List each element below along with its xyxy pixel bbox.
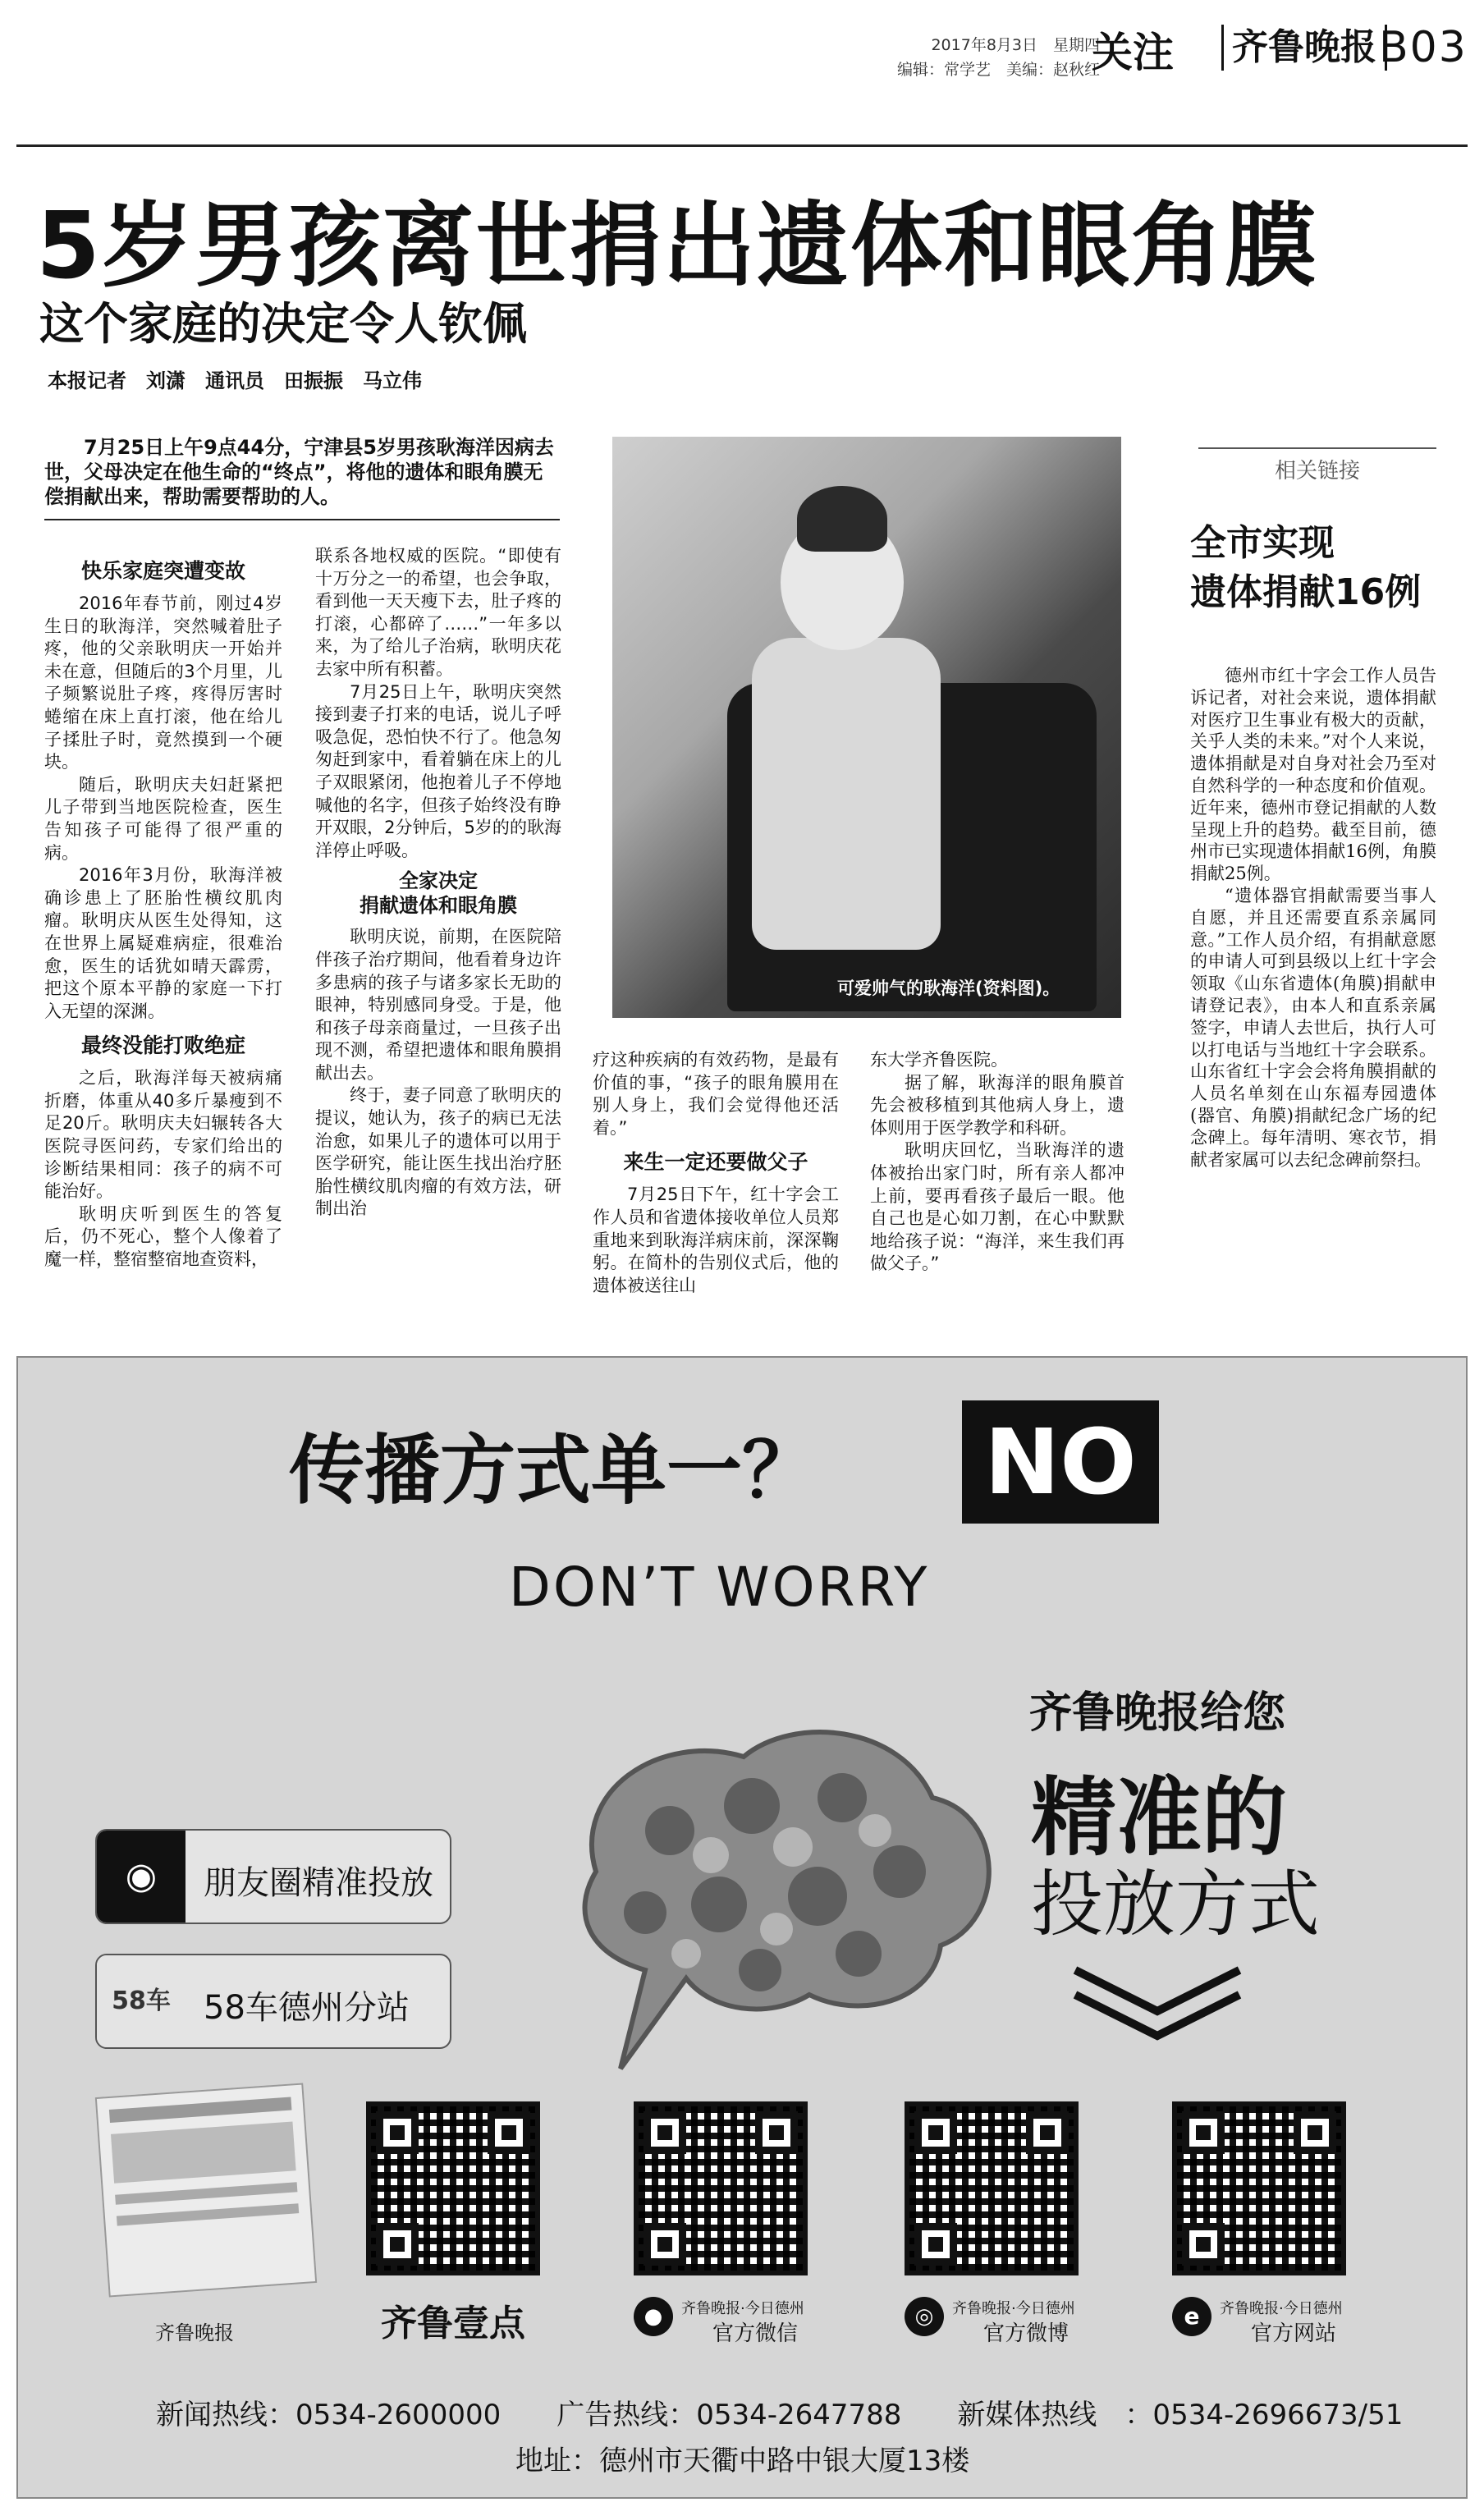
qr-finder (644, 2223, 686, 2266)
newspaper-label: 齐鲁晚报 (155, 2321, 234, 2344)
section-heading: 来生一定还要做父子 (623, 1150, 808, 1175)
ad-right-line-2: 精准的 (1031, 1767, 1288, 1868)
qr-finder (1026, 2111, 1069, 2154)
header-divider (16, 144, 1468, 147)
qr-code-website[interactable] (1172, 2101, 1346, 2275)
qr-finder (376, 2111, 419, 2154)
newspaper-line (115, 2182, 297, 2204)
sidebar-title (1190, 519, 1421, 617)
qr-finder (1182, 2111, 1225, 2154)
newspaper-block (111, 2121, 296, 2183)
boy-photo (612, 437, 1121, 1018)
qr-finder (914, 2111, 957, 2154)
article-subhead: 这个家庭的决定令人钦佩 (39, 298, 527, 350)
qr-finder (376, 2223, 419, 2266)
article-headline: 5岁男孩离世捐出遗体和眼角膜 (36, 193, 1318, 300)
ad-right-line-1: 齐鲁晚报给您 (1029, 1689, 1286, 1738)
paragraph: 终于，妻子同意了耿明庆的提议，她认为，孩子的病已无法治愈，如果儿子的遗体可以用于医学研究，能让医生找出治疗胚胎性横纹肌肉瘤的有效方法，研制出治 (315, 1085, 561, 1219)
paragraph: 耿明庆听到医生的答复后，仍不死心，整个人像着了魔一样，整宿整宿地查资料， (44, 1203, 282, 1270)
pill-label: 朋友圈精准投放 (204, 1864, 433, 1902)
paragraph: 2016年3月份，耿海洋被确诊患上了胚胎性横纹肌肉瘤。耿明庆从医生处得知，这在世界上属疑难病症，很难治愈，医生的话犹如晴天霹雳，把这个原本平静的家庭一下打入无望的深渊。 (44, 865, 282, 1021)
article-column-1 (44, 548, 282, 1272)
section-heading: 快乐家庭突遭变故 (80, 559, 245, 583)
qr-code-yidian[interactable] (366, 2101, 540, 2275)
page-number: B03 (1379, 23, 1468, 72)
sidebar-body (1190, 665, 1436, 1171)
qr-finder (1294, 2111, 1336, 2154)
qr-finder (1182, 2223, 1225, 2266)
qr-caption: 官方微信 (712, 2321, 799, 2346)
lead-divider (44, 519, 560, 520)
paragraph: 耿明庆说，前期，在医院陪伴孩子治疗期间，他看着身边许多患病的孩子与诸多家长无助的眼神，特别感同身受。于是，他和孩子母亲商量过，一旦孩子出现不测，希望把遗体和眼角膜捐献出去。 (315, 927, 561, 1083)
puzzle-cloud-graphic (547, 1707, 1006, 2085)
article-column-4 (870, 1049, 1124, 1276)
qr-finder (755, 2111, 798, 2154)
paragraph: 之后，耿海洋每天被病痛折磨，体重从40多斤暴瘦到不足20斤。耿明庆夫妇辗转各大医院寻医问药，专家们给出的诊断结果相同：孩子的病不可能治好。 (44, 1068, 282, 1202)
qr-small-caption: 齐鲁晚报·今日德州 (952, 2300, 1075, 2317)
double-chevron-down-icon (1067, 1962, 1248, 2044)
weibo-icon: ◎ (905, 2297, 944, 2336)
qr-code-wechat[interactable] (634, 2101, 808, 2275)
website-e-icon: e (1172, 2297, 1211, 2336)
article-column-2 (315, 545, 561, 1221)
58car-pill[interactable] (95, 1954, 451, 2049)
hotline-numbers: 新闻热线：0534-2600000 广告热线：0534-2647788 新媒体热线 ：0534-2696673/51 (156, 2399, 1404, 2431)
section-heading: 全家决定 捐献遗体和眼角膜 (360, 869, 517, 918)
camera-aperture-icon: ◉ (97, 1831, 186, 1923)
wechat-icon: ● (634, 2297, 673, 2336)
paragraph: 德州市红十字会工作人员告诉记者，对社会来说，遗体捐献对医疗卫生事业有极大的贡献，关乎人类的未来。”对个人来说，遗体捐献是对自身对社会乃至对自然科学的一种态度和价值观。近年来，德州市登记捐献的人数呈现上升的趋势。截至目前，德州市已实现遗体捐献16例，角膜捐献25例。 (1190, 666, 1436, 884)
qr-caption: 官方微博 (983, 2321, 1069, 2346)
pill-label: 58车德州分站 (204, 1989, 410, 2027)
paragraph: 据了解，耿海洋的眼角膜首先会被移植到其他病人身上，遗体则用于医学教学和科研。 (870, 1072, 1124, 1138)
article-column-3 (593, 1049, 839, 1297)
qr-finder (914, 2223, 957, 2266)
qr-caption: 官方网站 (1251, 2321, 1337, 2346)
paragraph: 疗这种疾病的有效药物，是最有价值的事，“孩子的眼角膜用在别人身上，我们会觉得他还活着。” (593, 1050, 839, 1138)
paragraph: 联系各地权威的医院。“即使有十万分之一的希望，也会争取，看到他一天天瘦下去，肚子疼的打滚，心都碎了……”一年多以来，为了给儿子治病，耿明庆花去家中所有积蓄。 (315, 546, 561, 679)
related-link-tag: 相关链接 (1198, 447, 1436, 484)
sidebar-title-line: 遗体捐献16例 (1190, 571, 1422, 613)
paragraph: “遗体器官捐献需要当事人自愿，并且还需要直系亲属同意。”工作人员介绍，有捐献意愿的申请人可到县级以上红十字会领取《山东省遗体(角膜)捐献申请登记表》，由本人和直系亲属签字，申请人去世后，执行人可以打电话与当地红十字会联系。山东省红十字会会将角膜捐献的人员名单刻在山东福寿园遗体(器官、角膜)捐献纪念广场的纪念碑上。每年清明、寒衣节，捐献者家属可以去纪念碑前祭扫。 (1190, 885, 1436, 1170)
sidebar-title-line: 全市实现 (1190, 522, 1335, 564)
section-heading: 最终没能打败绝症 (80, 1033, 245, 1058)
ad-question: 传播方式单一？ (289, 1427, 818, 1515)
ad-dont-worry: DON’T WORRY (509, 1556, 930, 1619)
paragraph: 7月25日下午，红十字会工作人员和省遗体接收单位人员郑重地来到耿海洋病床前，深深鞠躬。在简朴的告别仪式后，他的遗体被送往山 (593, 1185, 839, 1295)
boy-figure (752, 638, 941, 950)
paragraph: 随后，耿明庆夫妇赶紧把儿子带到当地医院检查，医生告知孩子可能得了很严重的病。 (44, 774, 282, 863)
boy-hair (797, 486, 887, 552)
office-address: 地址：德州市天衢中路中银大厦13楼 (515, 2445, 970, 2477)
qr-code-weibo[interactable] (905, 2101, 1079, 2275)
qr-small-caption: 齐鲁晚报·今日德州 (681, 2300, 804, 2317)
photo-caption: 可爱帅气的耿海洋(资料图)。 (837, 978, 1060, 998)
qr-finder (488, 2111, 530, 2154)
58car-logo-icon: 58车 (97, 1955, 186, 2047)
qr-finder (644, 2111, 686, 2154)
section-name: 关注 (1092, 29, 1174, 76)
moments-ad-pill[interactable] (95, 1829, 451, 1924)
newspaper-line (117, 2203, 299, 2225)
article-lead: 7月25日上午9点44分，宁津县5岁男孩耿海洋因病去世，父母决定在他生命的“终点”，将他的遗体和眼角膜无偿捐献出来，帮助需要帮助的人。 (44, 436, 554, 508)
article-byline: 本报记者 刘潇 通讯员 田振振 马立伟 (48, 369, 422, 392)
paragraph: 耿明庆回忆，当耿海洋的遗体被抬出家门时，所有亲人都冲上前，要再看孩子最后一眼。他自己也是心如刀割，在心中默默地给孩子说：“海洋，来生我们再做父子。” (870, 1140, 1124, 1274)
ad-no-box: NO (962, 1400, 1159, 1524)
newspaper-line (109, 2097, 292, 2123)
ad-right-line-3: 投放方式 (1031, 1862, 1321, 1946)
paragraph: 东大学齐鲁医院。 (870, 1050, 1008, 1070)
issue-date: 2017年8月3日 星期四 (931, 36, 1100, 54)
yidian-logo: 齐鲁壹点 (381, 2303, 525, 2344)
qr-small-caption: 齐鲁晚报·今日德州 (1220, 2300, 1343, 2317)
newspaper-brand: 齐鲁晚报 (1221, 25, 1387, 71)
paragraph: 2016年春节前，刚过4岁生日的耿海洋，突然喊着肚子疼，他的父亲耿明庆一开始并未在意，但随后的3个月里，儿子频繁说肚子疼，疼得厉害时蜷缩在床上直打滚，他在给儿子揉肚子时，竟然摸到一个硬块。 (44, 593, 282, 772)
editor-credits: 编辑：常学艺 美编：赵秋红 (896, 61, 1100, 79)
paragraph: 7月25日上午，耿明庆突然接到妻子打来的电话，说儿子呼吸急促，恐怕快不行了。他急匆匆赶到家中，看着躺在床上的儿子双眼紧闭，他抱着儿子不停地喊他的名字，但孩子始终没有睁开双眼，2分钟后，5岁的的耿海洋停止呼吸。 (315, 681, 561, 860)
newspaper-image (95, 2083, 317, 2297)
